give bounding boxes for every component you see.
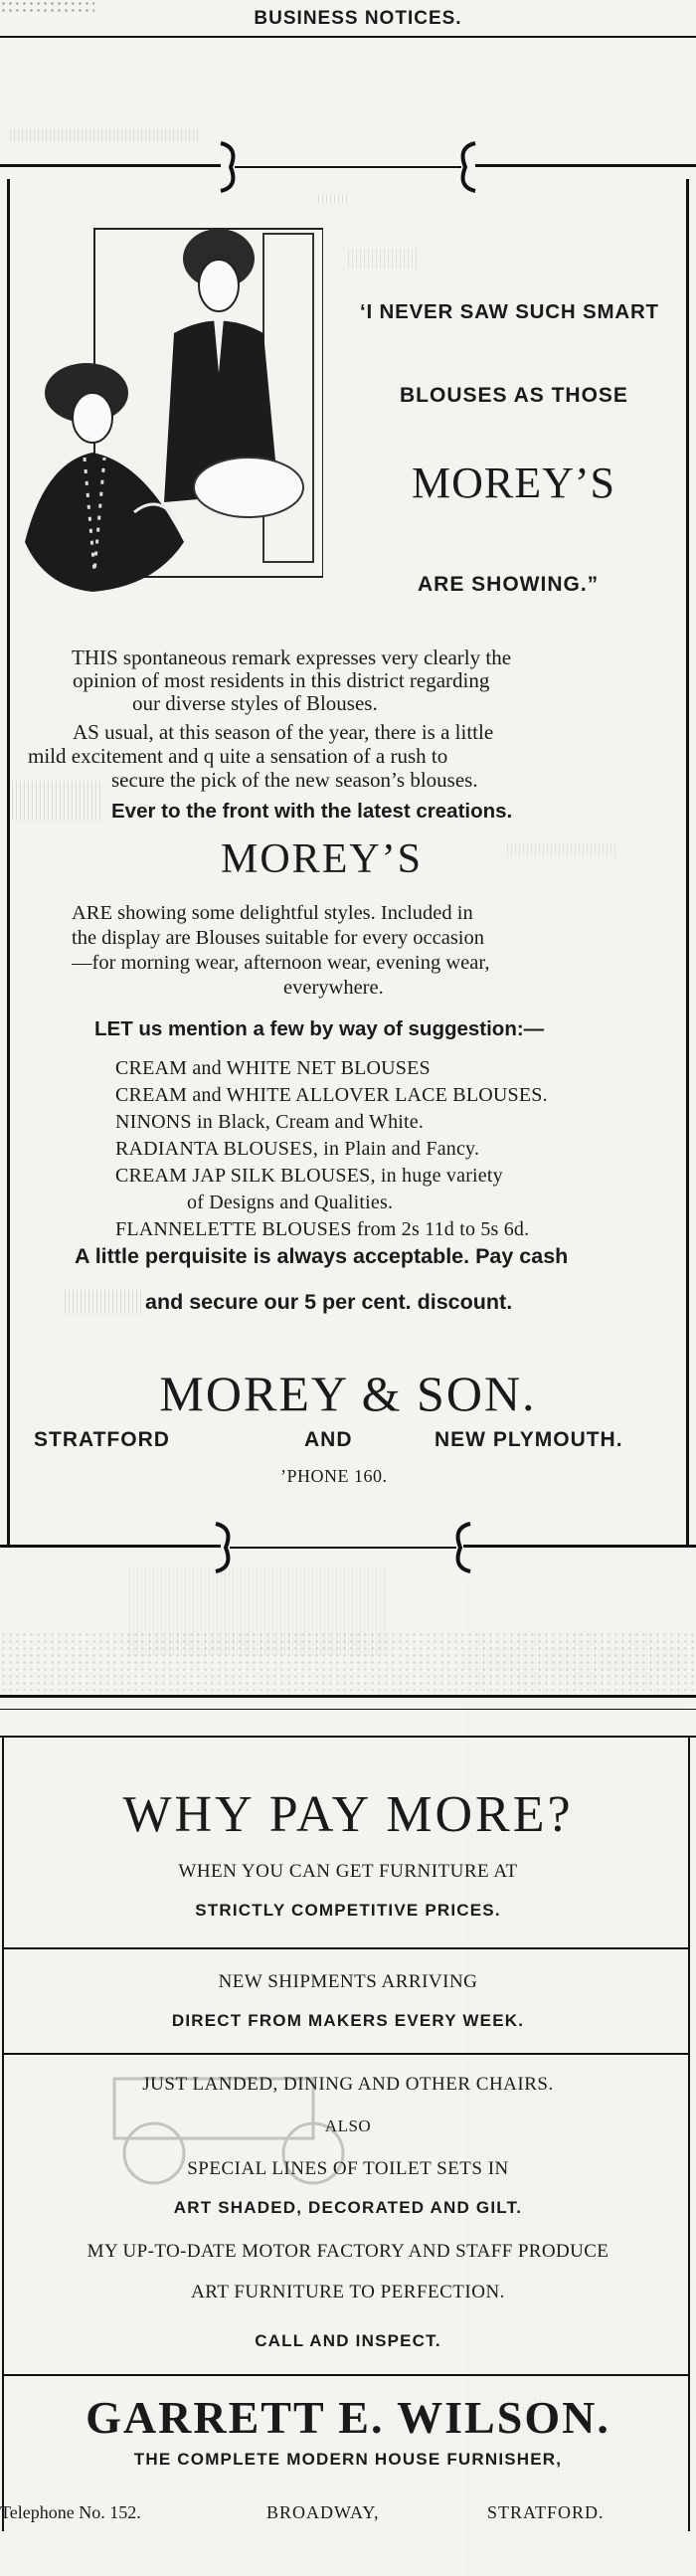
wilson-left-border [2,1736,4,2531]
styles-paragraph [70,901,676,1001]
town-stratford: STRATFORD [34,1428,170,1451]
print-smudge [0,0,94,16]
header-rule [0,36,696,38]
front-line: Ever to the front with the latest creations. [111,800,513,823]
wilson-top-rule [0,1695,696,1698]
wilson-telephone: Telephone No. 152. [0,2502,141,2522]
list-item: RADIANTA BLOUSES, in Plain and Fancy. [115,1138,480,1160]
list-item: NINONS in Black, Cream and White. [115,1111,425,1133]
perquisite-line-2: and secure our 5 per cent. discount. [145,1290,513,1314]
quote-brand: MOREY’S [412,459,616,507]
season-line-3: secure the pick of the new season’s blouses. [111,768,478,792]
wilson-sub-1: WHEN YOU CAN GET FURNITURE AT [178,1861,518,1882]
list-item: CREAM and WHITE ALLOVER LACE BLOUSES. [115,1084,548,1106]
quote-line-2: BLOUSES AS THOSE [400,384,628,407]
morey-left-border [7,179,10,1547]
wilson-divider-3 [4,2374,688,2376]
quote-line-1: ‘I NEVER SAW SUCH SMART [360,300,659,323]
section-title: BUSINESS NOTICES. [254,8,462,29]
brand-heading: MOREY’S [221,836,424,882]
perquisite-line-1: A little perquisite is always acceptable. Pay cash [75,1244,569,1268]
styles-line-3: —for morning wear, afternoon wear, evening wear, [72,952,490,974]
print-smudge [8,781,102,821]
wilson-headline: WHY PAY MORE? [122,1786,574,1843]
town-new-plymouth: NEW PLYMOUTH. [435,1428,623,1451]
morey-bottom-rule-right [463,1545,696,1548]
special-line: SPECIAL LINES OF TOILET SETS IN [187,2158,509,2179]
season-line-1: AS usual, at this season of the year, there is a little [73,720,494,744]
art-line: ART SHADED, DECORATED AND GILT. [173,2198,523,2217]
wilson-tagline: THE COMPLETE MODERN HOUSE FURNISHER, [133,2450,563,2469]
blouse-list [115,1055,682,1243]
morey-right-border [686,179,689,1547]
list-item: FLANNELETTE BLOUSES from 2s 11d to 5s 6d. [115,1218,530,1240]
bracket-ornament-top [209,137,487,197]
town-and: AND [304,1428,353,1451]
list-item: CREAM JAP SILK BLOUSES, in huge variety [115,1165,503,1187]
shipments-line-1: NEW SHIPMENTS ARRIVING [218,1971,478,1992]
wilson-town: STRATFORD. [487,2502,605,2522]
print-speckle [318,194,348,204]
wilson-top-rule-2 [0,1709,696,1710]
styles-line-1: ARE showing some delightful styles. Included in [72,902,473,924]
blouses-illustration [15,214,323,622]
styles-line-4: everywhere. [283,977,384,999]
print-bleed [10,129,199,141]
print-speckle [507,843,616,857]
season-line-2: mild excitement and q uite a sensation of a rush to [28,744,448,768]
quote-line-3: ARE SHOWING.” [418,573,600,596]
wilson-divider-1 [4,1947,688,1949]
morey-top-rule-left [0,164,221,167]
morey-top-rule-right [475,164,696,167]
intro-paragraph [40,646,676,715]
shipments-line-2: DIRECT FROM MAKERS EVERY WEEK. [171,2011,525,2030]
phone-number: ’PHONE 160. [280,1466,388,1486]
intro-line-1: THIS spontaneous remark expresses very clearly the [72,645,512,669]
styles-line-2: the display are Blouses suitable for every occasion [72,927,484,949]
wilson-name: GARRETT E. WILSON. [86,2392,610,2443]
list-item: CREAM and WHITE NET BLOUSES [115,1057,431,1079]
intro-line-2: opinion of most residents in this district regarding [73,668,490,692]
wilson-sub-2: STRICTLY COMPETITIVE PRICES. [195,1901,501,1920]
landed-line: JUST LANDED, DINING AND OTHER CHAIRS. [142,2074,554,2095]
factory-line: MY UP-TO-DATE MOTOR FACTORY AND STAFF PRODUCE [87,2241,609,2262]
wilson-street: BROADWAY, [266,2502,380,2522]
season-paragraph [28,720,684,792]
wilson-top-rule-3 [0,1736,696,1738]
inspect-line: CALL AND INSPECT. [255,2331,441,2350]
print-smudge [65,1290,142,1314]
also-line: ALSO [324,2116,372,2135]
suggestion-line: LET us mention a few by way of suggestion:— [94,1017,545,1040]
perfection-line: ART FURNITURE TO PERFECTION. [191,2282,505,2302]
bleed-through [0,1631,696,1691]
morey-bottom-rule-left [0,1545,221,1548]
wilson-right-border [688,1736,690,2531]
intro-line-3: our diverse styles of Blouses. [132,691,378,715]
print-speckle [348,249,418,269]
list-item: of Designs and Qualities. [187,1192,394,1213]
firm-name: MOREY & SON. [159,1366,537,1421]
